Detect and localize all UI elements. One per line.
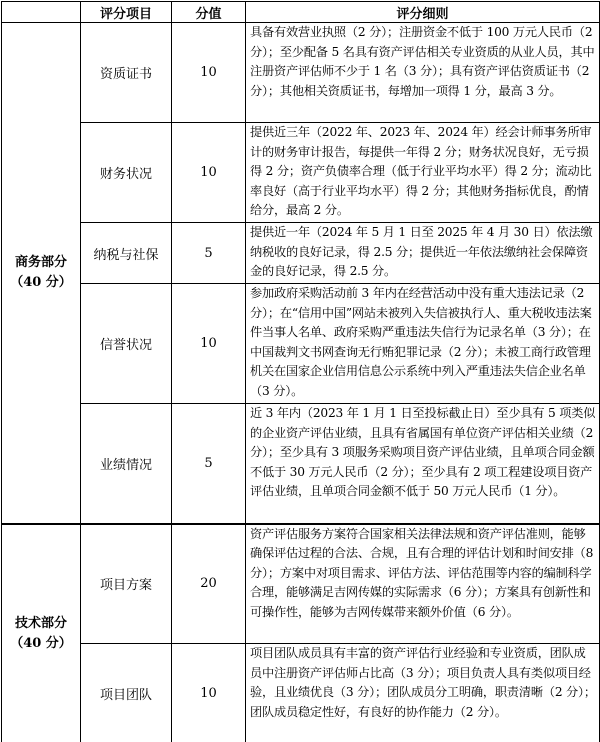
row-detail: 资产评估服务方案符合国家相关法律法规和资产评估准则，能够确保评估过程的合法、合规，且有合理的评估计划和时间安排（8 分）；方案中对项目需求、评估方法、评估范围等内容的编制科学合理，能够满足吉网传媒的实际需求（6 分）；方案具有创新性和可操作性，能够为吉网传媒带来额外价值（6 分）。 bbox=[246, 524, 600, 644]
section-business bbox=[2, 23, 81, 524]
section-technical-title: 技术部分 bbox=[14, 615, 67, 631]
table-row bbox=[2, 123, 600, 223]
row-detail: 具备有效营业执照（2 分）；注册资金不低于 100 万元人民币（2 分）；至少配备 5 名具有资产评估相关专业资质的从业人员，其中注册资产评估师不少于 1 名（3 分）；具有资产评估资质证书（2 分）；其他相关资质证书，每增加一项得 1 分，最高 3 分。 bbox=[246, 23, 600, 123]
header-score: 分值 bbox=[172, 2, 246, 23]
row-item: 财务状况 bbox=[81, 123, 172, 223]
section-technical-subtitle: （40 分） bbox=[10, 635, 72, 651]
section-business-subtitle: （40 分） bbox=[10, 274, 72, 290]
table-row bbox=[2, 284, 600, 404]
row-score: 10 bbox=[172, 23, 246, 123]
row-item: 资质证书 bbox=[81, 23, 172, 123]
row-item: 项目方案 bbox=[81, 524, 172, 644]
table-row bbox=[2, 644, 600, 742]
section-technical bbox=[2, 524, 81, 742]
row-item: 业绩情况 bbox=[81, 404, 172, 524]
table-row bbox=[2, 524, 600, 644]
row-score: 5 bbox=[172, 223, 246, 284]
row-detail: 参加政府采购活动前 3 年内在经营活动中没有重大违法记录（2 分）；在“信用中国”网站未被列入失信被执行人、重大税收违法案件当事人名单、政府采购严重违法失信行为记录名单（3 分）；在中国裁判文书网查询无行贿犯罪记录（2 分）；未被工商行政管理机关在国家企业信用信息公示系统中列入严重违法失信企业名单（3 分）。 bbox=[246, 284, 600, 404]
section-business-title: 商务部分 bbox=[14, 254, 67, 270]
row-score: 5 bbox=[172, 404, 246, 524]
row-item: 纳税与社保 bbox=[81, 223, 172, 284]
scoring-criteria-table bbox=[1, 1, 600, 742]
row-score: 10 bbox=[172, 284, 246, 404]
table-row bbox=[2, 404, 600, 524]
header-section bbox=[2, 2, 81, 23]
header-item: 评分项目 bbox=[81, 2, 172, 23]
header-row bbox=[2, 2, 600, 23]
row-score: 10 bbox=[172, 123, 246, 223]
row-score: 20 bbox=[172, 524, 246, 644]
row-item: 信誉状况 bbox=[81, 284, 172, 404]
table-row bbox=[2, 223, 600, 284]
row-detail: 提供近一年（2024 年 5 月 1 日至 2025 年 4 月 30 日）依法缴纳税收的良好记录，得 2.5 分；提供近一年依法缴纳社会保障资金的良好记录，得 2.5 分。 bbox=[246, 223, 600, 284]
row-detail: 近 3 年内（2023 年 1 月 1 日至投标截止日）至少具有 5 项类似的企业资产评估业绩，且具有省属国有单位资产评估相关业绩（2 分）；至少具有 3 项服务采购项目资产评估业绩，且单项合同金额不低于 30 万元人民币（2 分）；至少具有 2 项工程建设项目资产评估业绩，且单项合同金额不低于 50 万元人民币（1 分）。 bbox=[246, 404, 600, 524]
row-score: 10 bbox=[172, 644, 246, 742]
table-row bbox=[2, 23, 600, 123]
row-detail: 项目团队成员具有丰富的资产评估行业经验和专业资质，团队成员中注册资产评估师占比高（3 分）；项目负责人具有类似项目经验，且业绩优良（3 分）；团队成员分工明确，职责清晰（2 分）；团队成员稳定性好，有良好的协作能力（2 分）。 bbox=[246, 644, 600, 742]
row-detail: 提供近三年（2022 年、2023 年、2024 年）经会计师事务所审计的财务审计报告，每提供一年得 2 分；财务状况良好，无亏损得 2 分；资产负债率合理（低于行业平均水平）得 2 分；流动比率良好（高于行业平均水平）得 2 分；其他财务指标优良，酌情给分，最高 2 分。 bbox=[246, 123, 600, 223]
row-item: 项目团队 bbox=[81, 644, 172, 742]
header-detail: 评分细则 bbox=[246, 2, 600, 23]
